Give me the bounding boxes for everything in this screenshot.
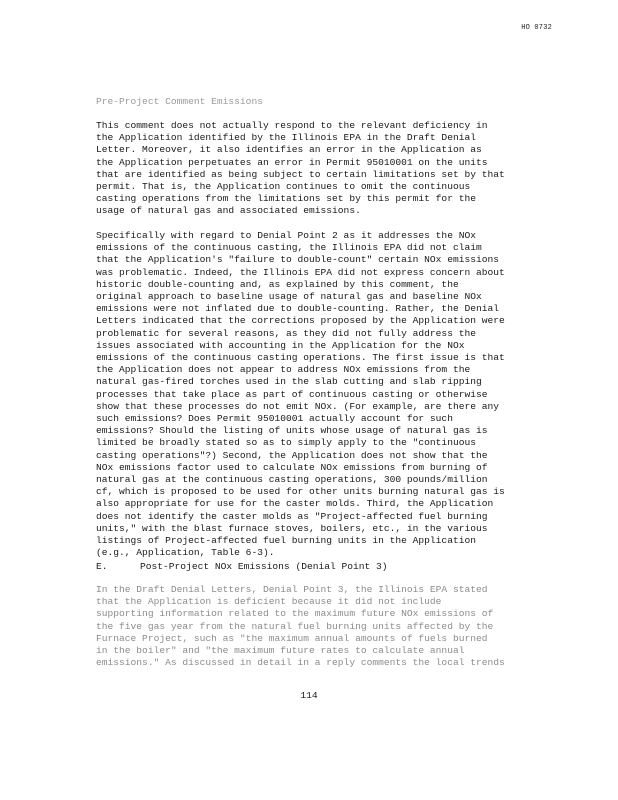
text-line: casting operations from the limitations set by this permit for the — [96, 193, 476, 205]
text-line: processes that take place as part of continuous casting or otherwise — [96, 388, 488, 400]
section-heading — [96, 561, 542, 573]
text-line: that the Application's "failure to double-count" certain NOx emissions — [96, 254, 500, 266]
text-line: emissions were not inflated due to double-counting. Rather, the Denial — [96, 303, 500, 315]
text-line: limited be broadly stated so as to simply apply to the "continuous — [96, 437, 476, 449]
text-line: permit. That is, the Application continues to omit the continuous — [96, 181, 471, 193]
text-line: emissions." As discussed in detail in a reply comments the local trends — [96, 657, 505, 669]
section-number: E. — [96, 561, 108, 572]
text-line: emissions of the continuous casting, the Illinois EPA did not claim — [96, 242, 482, 254]
text-line: show that these processes do not emit NOx. (For example, are there any — [96, 400, 500, 412]
text-line: that are identified as being subject to certain limitations set by that — [96, 168, 505, 180]
text-line: In the Draft Denial Letters, Denial Point 3, the Illinois EPA stated — [96, 584, 488, 595]
text-line: casting operations"?) Second, the Application does not show that the — [96, 449, 488, 461]
text-line: emissions? Should the listing of units whose usage of natural gas is — [96, 425, 488, 437]
text-line: in the boiler" and "the maximum future rates to calculate annual — [96, 645, 465, 657]
paragraph-2 — [96, 230, 542, 559]
text-line: does not identify the caster molds as "Project-affected fuel burning — [96, 510, 488, 522]
section-title: Post-Project NOx Emissions (Denial Point 3) — [140, 561, 388, 572]
text-line: Letters indicated that the corrections proposed by the Application were — [96, 315, 505, 327]
text-line: units," with the blast furnace stoves, boilers, etc., in the various — [96, 522, 488, 534]
text-line: original approach to baseline usage of natural gas and baseline NOx — [96, 291, 482, 303]
text-line: emissions of the continuous casting operations. The first issue is that — [96, 352, 505, 364]
text-line: cf, which is proposed to be used for other units burning natural gas is — [96, 486, 505, 498]
text-line: Specifically with regard to Denial Point 2 as it addresses the NOx — [96, 230, 476, 241]
text-line: issues associated with accounting in the Application for the NOx — [96, 339, 465, 351]
paragraph-3 — [96, 584, 542, 669]
text-line: usage of natural gas and associated emissions. — [96, 205, 361, 217]
text-line: problematic for several reasons, as they did not fully address the — [96, 327, 476, 339]
text-line: was problematic. Indeed, the Illinois EPA did not express concern about — [96, 266, 505, 278]
text-line: supporting information related to the maximum future NOx emissions of — [96, 608, 494, 620]
text-line: the Application does not appear to address NOx emissions from the — [96, 364, 471, 376]
text-line: natural gas-fired torches used in the slab cutting and slab ripping — [96, 376, 482, 388]
text-line: Furnace Project, such as "the maximum annual amounts of fuels burned — [96, 632, 488, 644]
text-line: the Application perpetuates an error in Permit 95010001 on the units — [96, 156, 488, 168]
page-number: 114 — [300, 690, 318, 701]
faded-heading: Pre-Project Comment Emissions — [96, 96, 263, 107]
text-line: natural gas at the continuous casting operations, 300 pounds/million — [96, 474, 488, 486]
text-line: historic double-counting and, as explained by this comment, the — [96, 278, 459, 290]
text-line: the Application identified by the Illinois EPA in the Draft Denial — [96, 132, 476, 144]
text-line: NOx emissions factor used to calculate NOx emissions from burning of — [96, 461, 488, 473]
text-line: listings of Project-affected fuel burning units in the Application — [96, 535, 476, 547]
text-line: This comment does not actually respond to the relevant deficiency in — [96, 120, 488, 131]
document-id: HO 0732 — [521, 24, 552, 32]
text-line: also appropriate for use for the caster molds. Third, the Application — [96, 498, 494, 510]
text-line: the five gas year from the natural fuel burning units affected by the — [96, 620, 494, 632]
text-line: that the Application is deficient because it did not include — [96, 596, 442, 608]
text-line: (e.g., Application, Table 6-3). — [96, 547, 275, 559]
text-line: such emissions? Does Permit 95010001 actually account for such — [96, 413, 453, 425]
text-line: Letter. Moreover, it also identifies an error in the Application as — [96, 144, 482, 156]
paragraph-1 — [96, 120, 542, 218]
